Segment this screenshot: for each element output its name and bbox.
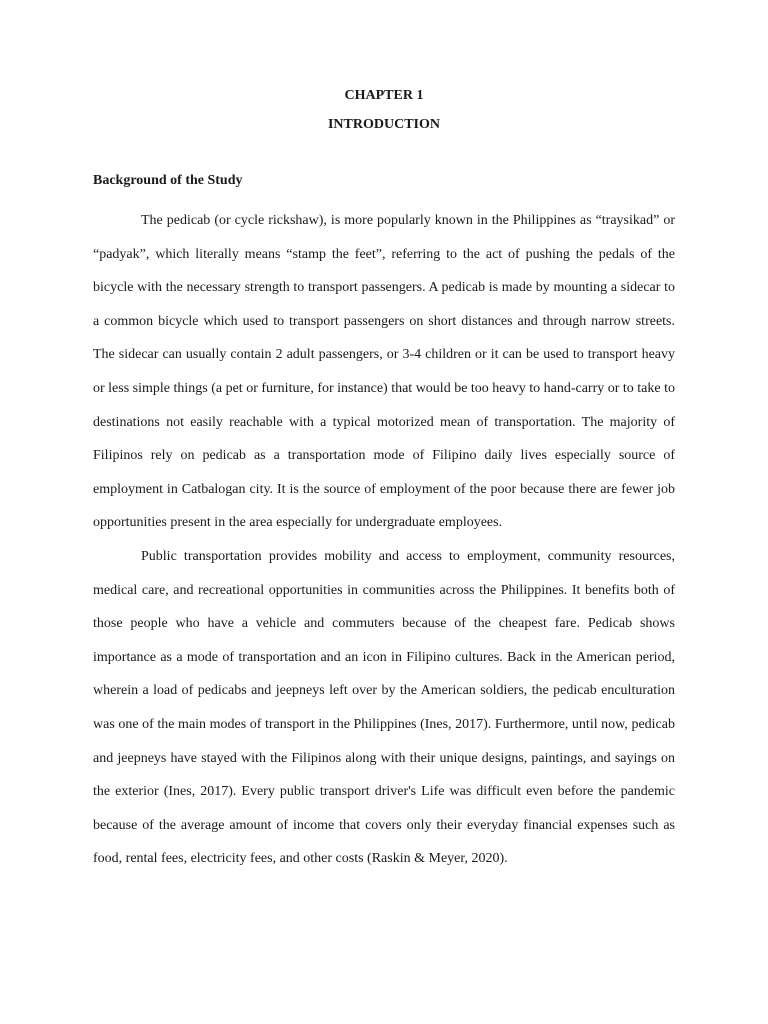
chapter-title: INTRODUCTION (327, 117, 440, 132)
paragraph-2: Public transportation provides mobility and access to employment, community resources, medical care, and recreational opportunities in communities across the Philippines. It benefits both of those people who have a vehicle and commuters because of the cheapest fare. Pedicab shows importance as a mode of transportation and an icon in Filipino cultures. Back in the American period, wherein a load of pedicabs and jeepneys left over by the American soldiers, the pedicab enculturation was one of the main modes of transport in the Philippines (Ines, 2017). Furthermore, until now, pedicab and jeepneys have stayed with the Filipinos along with their unique designs, paintings, and sayings on the exterior (Ines, 2017). Every public transport driver's Life was difficult even before the pandemic because of the average amount of income that covers only their everyday financial expenses such as food, rental fees, electricity fees, and other costs (Raskin & Meyer, 2020). (93, 548, 675, 867)
section-heading: Background of the Study (93, 173, 243, 188)
paragraph-1: The pedicab (or cycle rickshaw), is more popularly known in the Philippines as “traysikad” or “padyak”, which literally means “stamp the feet”, referring to the act of pushing the pedals of the bicycle with the necessary strength to transport passengers. A pedicab is made by mounting a sidecar to a common bicycle which used to transport passengers on short distances and through narrow streets. The sidecar can usually contain 2 adult passengers, or 3-4 children or it can be used to transport heavy or less simple things (a pet or furniture, for instance) that would be too heavy to hand-carry or to take to destinations not easily reachable with a typical motorized mean of transportation. The majority of Filipinos rely on pedicab as a transportation mode of Filipino daily lives especially source of employment in Catbalogan city. It is the source of employment of the poor because there are fewer job opportunities present in the area especially for undergraduate employees. (93, 213, 675, 531)
chapter-label: CHAPTER 1 (344, 88, 424, 103)
document-page (93, 86, 675, 876)
